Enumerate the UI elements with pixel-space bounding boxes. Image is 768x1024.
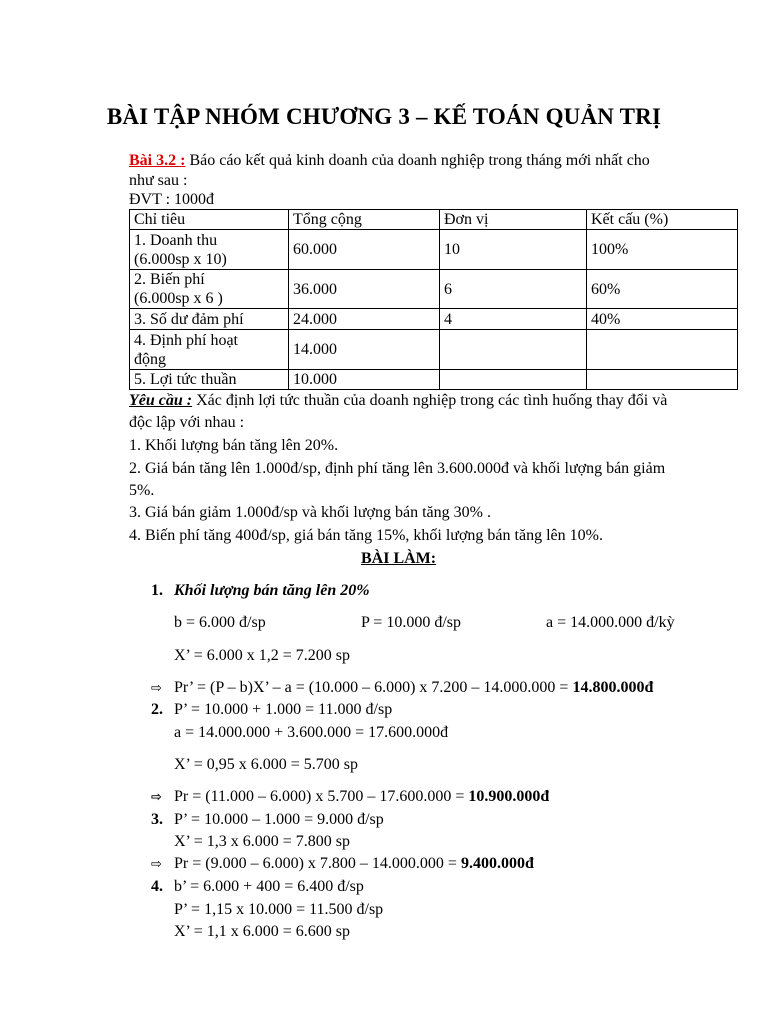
arrow-right-icon: ⇨ [151,857,162,872]
item-line: (6.000sp x 6 ) [134,290,223,307]
var-b: b = 6.000 đ/sp [174,614,266,631]
formula-result: 9.400.000đ [460,855,534,872]
requirement-item: 3. Giá bán giảm 1.000đ/sp và khối lượng bán tăng 30% . [129,504,491,521]
requirement-item: 2. Giá bán tăng lên 1.000đ/sp, định phí tăng lên 3.600.000đ và khối lượng bán giảm [129,460,666,477]
formula-result: 10.900.000đ [468,788,550,805]
income-statement-table [129,209,738,390]
var-a: a = 14.000.000 + 3.600.000 = 17.600.000đ [174,724,449,741]
var-p: P’ = 1,15 x 10.000 = 11.500 đ/sp [174,901,384,918]
table-row [130,330,738,370]
table-cell-unit: 6 [440,270,587,309]
profit-formula [174,678,653,698]
table-header-cell: Tổng cộng [289,210,440,230]
var-x: X’ = 0,95 x 6.000 = 5.700 sp [174,756,358,773]
table-cell-item [130,230,289,270]
exercise-intro-text: Báo cáo kết quả kinh doanh của doanh nghiệp trong tháng mới nhất cho [185,152,650,169]
table-header-cell: Chỉ tiêu [130,210,289,230]
page-title: BÀI TẬP NHÓM CHƯƠNG 3 – KẾ TOÁN QUẢN TRỊ [106,104,662,129]
table-cell-unit: 4 [440,309,587,330]
table-cell-item: 5. Lợi tức thuần [130,370,289,390]
var-x: X’ = 1,3 x 6.000 = 7.800 sp [174,833,350,850]
var-a: a = 14.000.000 đ/kỳ [546,614,675,631]
table-cell-pct: 100% [587,230,738,270]
table-cell-item: 3. Số dư đảm phí [130,309,289,330]
arrow-right-icon: ⇨ [151,790,162,805]
section-title: Khối lượng bán tăng lên 20% [174,582,370,599]
table-cell-pct: 40% [587,309,738,330]
table-cell-total: 36.000 [289,270,440,309]
section-number: 1. [151,582,163,599]
formula-text: Pr = (11.000 – 6.000) x 5.700 – 17.600.000 = [174,788,469,805]
var-p: P’ = 10.000 – 1.000 = 9.000 đ/sp [174,811,384,828]
requirement-label: Yêu cầu : [129,392,193,409]
section-number: 2. [151,701,163,718]
var-p: P’ = 10.000 + 1.000 = 11.000 đ/sp [174,701,393,718]
table-header-cell: Đơn vị [440,210,587,230]
table-header-row [130,210,738,230]
profit-formula [174,854,534,874]
table-header-cell: Kết cấu (%) [587,210,738,230]
var-b: b’ = 6.000 + 400 = 6.400 đ/sp [174,878,364,895]
section-number: 3. [151,811,163,828]
table-cell-item [130,330,289,370]
formula-text: Pr = (9.000 – 6.000) x 7.800 – 14.000.000 = [174,855,461,872]
table-cell-total: 24.000 [289,309,440,330]
table-row [130,309,738,330]
table-cell-item [130,270,289,309]
unit-note: ĐVT : 1000đ [129,191,215,208]
table-row [130,370,738,390]
table-cell-pct: 60% [587,270,738,309]
table-cell-unit [440,370,587,390]
table-cell-total: 10.000 [289,370,440,390]
item-line: 2. Biến phí [134,271,205,288]
section-number: 4. [151,878,163,895]
var-x: X’ = 1,1 x 6.000 = 6.600 sp [174,923,350,940]
table-cell-pct [587,370,738,390]
table-cell-unit [440,330,587,370]
table-cell-pct [587,330,738,370]
requirement-item: 1. Khối lượng bán tăng lên 20%. [129,437,339,454]
arrow-right-icon: ⇨ [151,681,162,696]
formula-result: 14.800.000đ [572,679,654,696]
var-x: X’ = 6.000 x 1,2 = 7.200 sp [174,647,350,664]
exercise-intro-line1 [129,151,650,171]
table-row [130,270,738,309]
requirement-item: 4. Biến phí tăng 400đ/sp, giá bán tăng 15%, khối lượng bán tăng lên 10%. [129,527,603,544]
solution-heading: BÀI LÀM: [361,550,437,567]
item-line: 1. Doanh thu [134,231,218,249]
table-cell-unit: 10 [440,230,587,270]
item-line: (6.000sp x 10) [134,250,227,268]
item-line: 4. Định phí hoạt [134,331,238,349]
requirement-line1 [129,391,667,411]
requirement-text: Xác định lợi tức thuần của doanh nghiệp trong các tình huống thay đổi và [192,392,668,409]
requirement-item: 5%. [129,482,155,499]
var-p: P = 10.000 đ/sp [361,614,461,631]
item-line: động [134,350,166,368]
table-cell-total: 14.000 [289,330,440,370]
exercise-intro-line2: như sau : [129,172,188,189]
table-cell-total: 60.000 [289,230,440,270]
profit-formula [174,787,549,807]
exercise-label: Bài 3.2 : [129,152,186,169]
requirement-line2: độc lập với nhau : [129,414,245,431]
table-row [130,230,738,270]
formula-text: Pr’ = (P – b)X’ – a = (10.000 – 6.000) x 7.200 – 14.000.000 = [174,679,573,696]
